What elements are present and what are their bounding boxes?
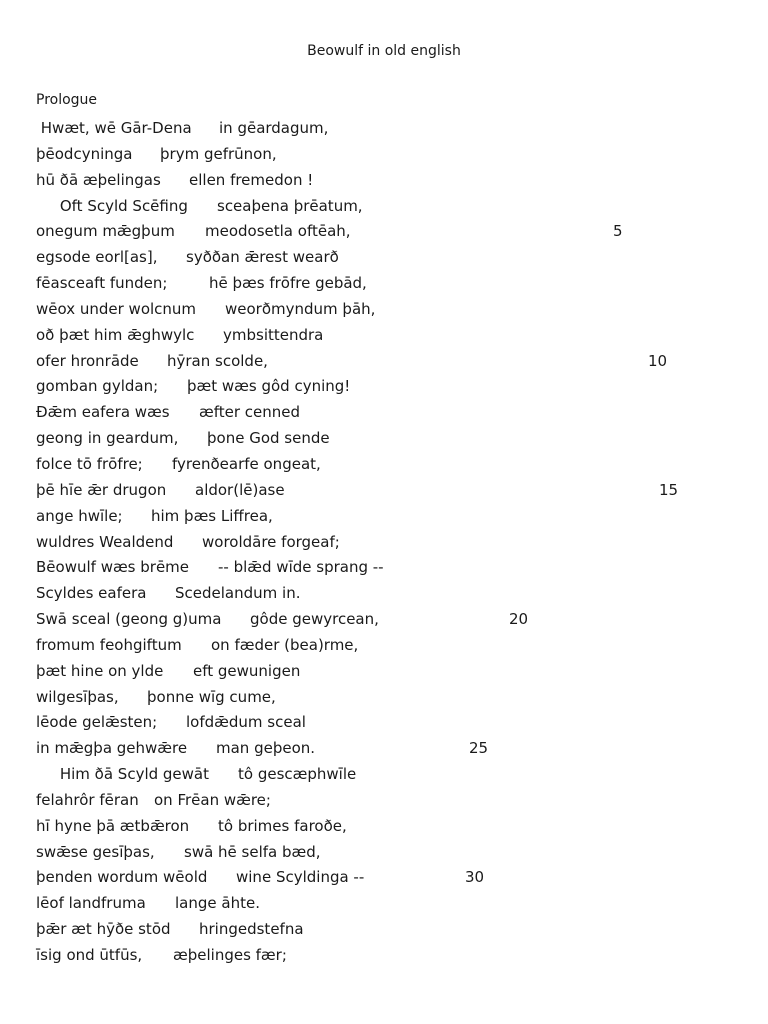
verse-line — [0, 609, 768, 635]
verse-second-half: on fæder (bea)rme, — [211, 635, 359, 654]
verse-first-half: fromum feohgiftum — [36, 635, 182, 654]
verse-second-half: þonne wīg cume, — [147, 687, 276, 706]
verse-line — [0, 402, 768, 428]
verse-second-half: ellen fremedon ! — [189, 170, 314, 189]
verse-first-half: lēof landfruma — [36, 894, 146, 913]
verse-first-half: þē hīe ǣr drugon — [36, 480, 167, 499]
verse-second-half: gôde gewyrcean, — [250, 610, 379, 629]
verse-first-half: felahrôr fēran — [36, 790, 139, 809]
verse-line — [0, 247, 768, 273]
verse-line — [0, 583, 768, 609]
verse-second-half: eft gewunigen — [193, 661, 301, 680]
verse-line — [0, 351, 768, 377]
line-number: 15 — [659, 480, 679, 499]
verse-first-half: hū ðā æþelingas — [36, 170, 161, 189]
verse-second-half: hringedstefna — [199, 920, 304, 939]
verse-second-half: ymbsittendra — [223, 325, 324, 344]
verse-first-half: Hwæt, wē Gār-Dena — [36, 119, 192, 137]
verse-second-half: in gēardagum, — [219, 119, 329, 137]
verse-first-half: wilgesīþas, — [36, 687, 119, 706]
verse-line — [0, 635, 768, 661]
line-number: 10 — [648, 351, 668, 370]
verse-first-half: þēodcyninga — [36, 144, 133, 163]
verse-second-half: Scedelandum in. — [175, 584, 301, 603]
verse-first-half: fēasceaft funden; — [36, 274, 168, 293]
verse-line — [0, 764, 768, 790]
verse-line — [0, 118, 768, 144]
verse-line — [0, 816, 768, 842]
verse-second-half: þæt wæs gôd cyning! — [187, 377, 351, 396]
verse-second-half: syððan ǣrest wearð — [186, 248, 339, 267]
verse-first-half: þǣr æt hȳðe stōd — [36, 920, 171, 939]
verse-second-half: þone God sende — [207, 429, 330, 448]
line-number: 25 — [469, 739, 489, 758]
verse-first-half: wēox under wolcnum — [36, 299, 197, 318]
verse-line — [0, 687, 768, 713]
verse-first-half: Scyldes eafera — [36, 584, 147, 603]
verse-line — [0, 945, 768, 971]
verse-first-half: Him ðā Scyld gewāt — [36, 765, 209, 784]
verse-first-half: Oft Scyld Scēfing — [36, 196, 188, 215]
verse-first-half: egsode eorl[as], — [36, 248, 158, 267]
verse-second-half: lange āhte. — [175, 894, 260, 913]
verse-first-half: Swā sceal (geong g)uma — [36, 610, 222, 629]
verse-second-half: hē þæs frōfre gebād, — [209, 274, 367, 293]
verse-second-half: weorðmyndum þāh, — [225, 299, 376, 318]
verse-second-half: man geþeon. — [216, 739, 316, 758]
section-heading: Prologue — [36, 92, 98, 108]
verse-first-half: hī hyne þā ætbǣron — [36, 816, 190, 835]
verse-first-half: Bēowulf wæs brēme — [36, 558, 190, 577]
verse-line — [0, 273, 768, 299]
verse-first-half: gomban gyldan; — [36, 377, 159, 396]
verse-first-half: wuldres Wealdend — [36, 532, 174, 551]
verse-second-half: wine Scyldinga -- — [236, 868, 365, 887]
verse-line — [0, 376, 768, 402]
verse-first-half: lēode gelǣsten; — [36, 713, 158, 732]
line-number: 5 — [613, 222, 623, 241]
verse-second-half: on Frēan wǣre; — [154, 790, 271, 809]
verse-second-half: æfter cenned — [199, 403, 301, 422]
verse-line — [0, 661, 768, 687]
verse-line — [0, 919, 768, 945]
verse-line — [0, 712, 768, 738]
verse-second-half: þrym gefrūnon, — [160, 144, 277, 163]
verse-line — [0, 506, 768, 532]
verse-line — [0, 893, 768, 919]
verse-line — [0, 532, 768, 558]
line-number: 20 — [509, 610, 529, 629]
verse-first-half: geong in geardum, — [36, 429, 179, 448]
verse-first-half: swǣse gesīþas, — [36, 842, 155, 861]
verse-line — [0, 428, 768, 454]
verse-second-half: fyrenðearfe ongeat, — [172, 454, 321, 473]
verse-line — [0, 842, 768, 868]
verse-line — [0, 299, 768, 325]
verse-line — [0, 557, 768, 583]
verse-list — [0, 118, 768, 971]
verse-line — [0, 480, 768, 506]
document-title: Beowulf in old english — [307, 43, 461, 59]
verse-first-half: þenden wordum wēold — [36, 868, 208, 887]
verse-second-half: meodosetla oftēah, — [205, 222, 351, 241]
verse-line — [0, 867, 768, 893]
verse-second-half: hȳran scolde, — [167, 351, 268, 370]
verse-second-half: swā hē selfa bæd, — [184, 842, 321, 861]
verse-line — [0, 454, 768, 480]
verse-line — [0, 221, 768, 247]
verse-second-half: aldor(lē)ase — [195, 480, 285, 499]
verse-line — [0, 325, 768, 351]
verse-first-half: Ðǣm eafera wæs — [36, 403, 170, 422]
verse-second-half: sceaþena þrēatum, — [217, 196, 363, 215]
verse-first-half: folce tō frōfre; — [36, 454, 143, 473]
verse-second-half: æþelinges fær; — [173, 946, 287, 964]
verse-first-half: þæt hine on ylde — [36, 661, 164, 680]
verse-line — [0, 196, 768, 222]
verse-first-half: ange hwīle; — [36, 506, 123, 525]
verse-second-half: woroldāre forgeaf; — [202, 532, 340, 551]
verse-second-half: -- blǣd wīde sprang -- — [218, 558, 384, 577]
verse-first-half: oð þæt him ǣghwylc — [36, 325, 195, 344]
verse-second-half: tô gescæphwīle — [238, 765, 357, 784]
verse-first-half: in mǣgþa gehwǣre — [36, 739, 188, 758]
line-number: 30 — [465, 868, 485, 887]
verse-line — [0, 738, 768, 764]
verse-second-half: lofdǣdum sceal — [186, 713, 306, 732]
verse-line — [0, 170, 768, 196]
verse-line — [0, 144, 768, 170]
verse-second-half: tô brimes faroðe, — [218, 816, 347, 835]
verse-second-half: him þæs Liffrea, — [151, 506, 273, 525]
verse-first-half: ofer hronrāde — [36, 351, 139, 370]
verse-line — [0, 790, 768, 816]
verse-first-half: īsig ond ūtfūs, — [36, 946, 143, 964]
verse-first-half: onegum mǣgþum — [36, 222, 175, 241]
